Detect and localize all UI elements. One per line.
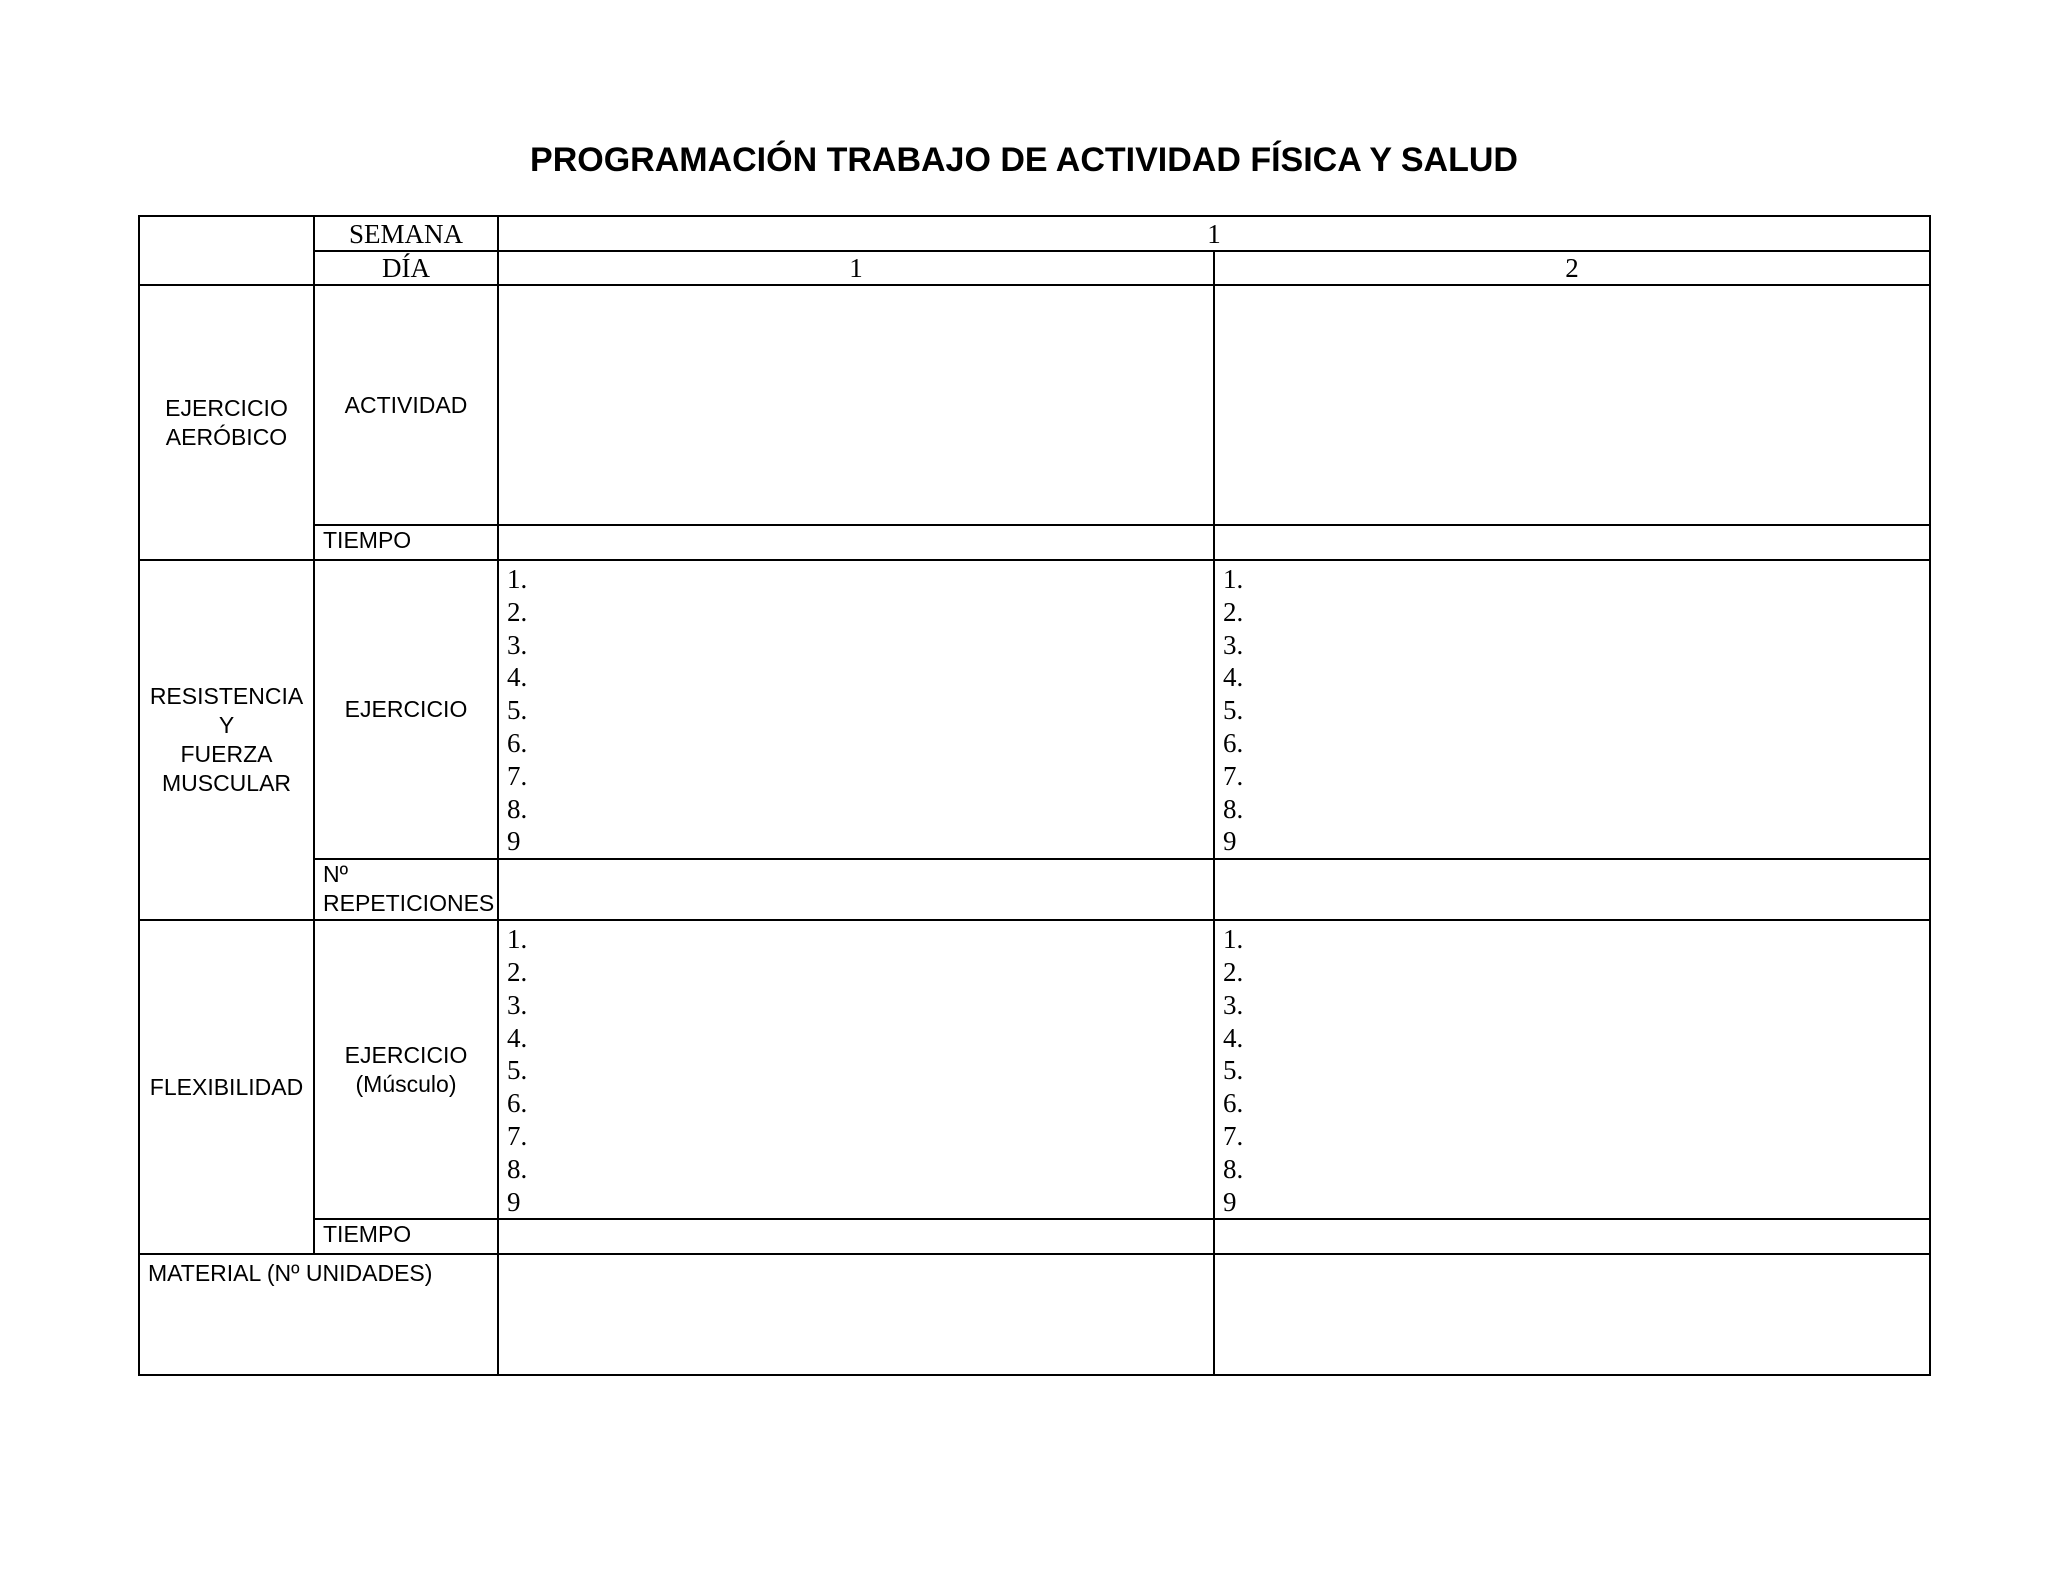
aerobic-section-label xyxy=(139,285,314,560)
material-day2-cell[interactable] xyxy=(1214,1254,1930,1375)
list-item: 3. xyxy=(1223,629,1244,660)
flexibility-exercise-day2-cell[interactable] xyxy=(1214,920,1930,1219)
list-item: 8. xyxy=(507,793,528,824)
day-row xyxy=(139,251,1930,285)
strength-exercise-list-day2 xyxy=(1223,563,1921,858)
list-item: 9 xyxy=(507,1186,521,1217)
semana-value: 1 xyxy=(498,216,1930,251)
dia-2-header: 2 xyxy=(1214,251,1930,285)
list-item: 6. xyxy=(1223,1088,1244,1119)
strength-exercise-day1-cell[interactable] xyxy=(498,560,1214,859)
strength-label-line4: MUSCULAR xyxy=(161,770,292,797)
list-item: 2. xyxy=(507,956,528,987)
repetitions-day2-cell[interactable] xyxy=(1214,859,1930,920)
flexibility-exercise-row xyxy=(139,920,1930,1219)
list-item: 9 xyxy=(1223,1186,1237,1217)
list-item: 2. xyxy=(1223,596,1244,627)
list-item: 3. xyxy=(507,629,528,660)
strength-label-line1: RESISTENCIA xyxy=(149,683,304,710)
list-item: 7. xyxy=(1223,760,1244,791)
flexibility-ejercicio-line2: (Músculo) xyxy=(355,1070,457,1097)
repetitions-row xyxy=(139,859,1930,920)
flexibility-exercise-list-day2 xyxy=(1223,923,1921,1218)
list-item: 1. xyxy=(1223,924,1244,955)
flexibility-exercise-list-day1 xyxy=(507,923,1205,1218)
list-item: 7. xyxy=(507,760,528,791)
dia-label: DÍA xyxy=(314,251,498,285)
aerobic-tiempo-label: TIEMPO xyxy=(314,525,498,560)
strength-label-line2: Y xyxy=(218,712,235,739)
list-item: 7. xyxy=(507,1120,528,1151)
flexibility-time-day1-cell[interactable] xyxy=(498,1219,1214,1254)
list-item: 5. xyxy=(1223,1055,1244,1086)
list-item: 3. xyxy=(507,989,528,1020)
aerobic-label-line1: EJERCICIO xyxy=(165,394,288,421)
semana-label: SEMANA xyxy=(314,216,498,251)
list-item: 5. xyxy=(507,1055,528,1086)
list-item: 6. xyxy=(507,1088,528,1119)
list-item: 8. xyxy=(1223,1153,1244,1184)
flexibility-ejercicio-line1: EJERCICIO xyxy=(344,1041,468,1068)
strength-exercise-row xyxy=(139,560,1930,859)
list-item: 4. xyxy=(1223,1022,1244,1053)
list-item: 4. xyxy=(507,1022,528,1053)
list-item: 4. xyxy=(1223,662,1244,693)
strength-ejercicio-label: EJERCICIO xyxy=(314,560,498,859)
week-row xyxy=(139,216,1930,251)
program-table xyxy=(138,215,1931,1376)
list-item: 2. xyxy=(507,596,528,627)
blank-corner-cell xyxy=(139,216,314,285)
aerobic-activity-day1-cell[interactable] xyxy=(498,285,1214,525)
material-row xyxy=(139,1254,1930,1375)
repeticiones-label xyxy=(314,859,498,920)
dia-1-header: 1 xyxy=(498,251,1214,285)
flexibility-time-row xyxy=(139,1219,1930,1254)
page-title: PROGRAMACIÓN TRABAJO DE ACTIVIDAD FÍSICA Y SALUD xyxy=(530,141,1518,179)
list-item: 5. xyxy=(1223,695,1244,726)
list-item: 1. xyxy=(507,564,528,594)
strength-exercise-day2-cell[interactable] xyxy=(1214,560,1930,859)
aerobic-activity-day2-cell[interactable] xyxy=(1214,285,1930,525)
aerobic-time-row xyxy=(139,525,1930,560)
list-item: 7. xyxy=(1223,1120,1244,1151)
list-item: 3. xyxy=(1223,989,1244,1020)
list-item: 8. xyxy=(1223,793,1244,824)
repeticiones-label-line1: Nº xyxy=(323,861,349,888)
aerobic-time-day2-cell[interactable] xyxy=(1214,525,1930,560)
list-item: 1. xyxy=(1223,564,1244,594)
material-label: MATERIAL (Nº UNIDADES) xyxy=(139,1254,498,1375)
list-item: 2. xyxy=(1223,956,1244,987)
aerobic-time-day1-cell[interactable] xyxy=(498,525,1214,560)
repeticiones-label-line2: REPETICIONES xyxy=(323,890,495,917)
repetitions-day1-cell[interactable] xyxy=(498,859,1214,920)
flexibility-section-label: FLEXIBILIDAD xyxy=(139,920,314,1254)
list-item: 9 xyxy=(1223,826,1237,857)
flexibility-ejercicio-label xyxy=(314,920,498,1219)
list-item: 4. xyxy=(507,662,528,693)
list-item: 8. xyxy=(507,1153,528,1184)
list-item: 5. xyxy=(507,695,528,726)
strength-label-line3: FUERZA xyxy=(180,741,273,768)
strength-exercise-list-day1 xyxy=(507,563,1205,858)
flexibility-time-day2-cell[interactable] xyxy=(1214,1219,1930,1254)
list-item: 6. xyxy=(507,727,528,758)
flexibility-tiempo-label: TIEMPO xyxy=(314,1219,498,1254)
actividad-label: ACTIVIDAD xyxy=(314,285,498,525)
list-item: 9 xyxy=(507,826,521,857)
aerobic-label-line2: AERÓBICO xyxy=(165,423,288,450)
material-day1-cell[interactable] xyxy=(498,1254,1214,1375)
strength-section-label xyxy=(139,560,314,920)
list-item: 1. xyxy=(507,924,528,955)
list-item: 6. xyxy=(1223,727,1244,758)
aerobic-activity-row xyxy=(139,285,1930,525)
flexibility-exercise-day1-cell[interactable] xyxy=(498,920,1214,1219)
